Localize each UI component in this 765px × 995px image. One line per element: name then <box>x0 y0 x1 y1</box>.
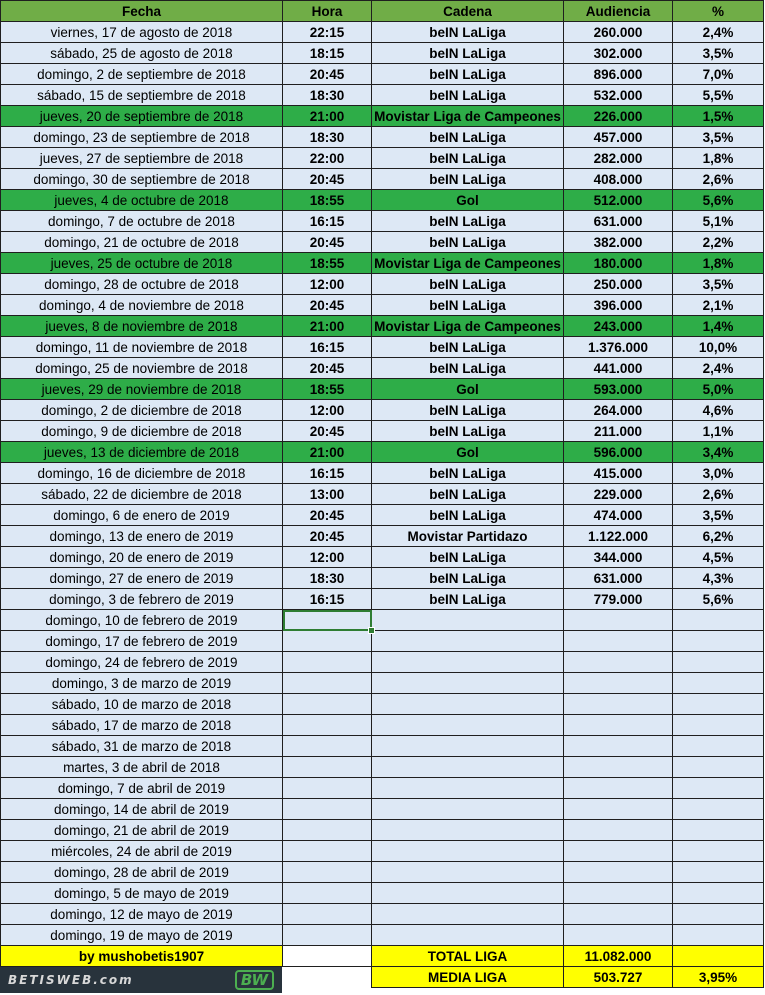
audiencia-cell[interactable] <box>564 925 673 946</box>
fecha-cell[interactable]: domingo, 6 de enero de 2019 <box>1 505 283 526</box>
cadena-cell[interactable]: beIN LaLiga <box>372 232 564 253</box>
selection-fill-handle[interactable] <box>368 627 375 634</box>
media-label[interactable]: MEDIA LIGA <box>372 967 564 988</box>
fecha-cell[interactable]: domingo, 4 de noviembre de 2018 <box>1 295 283 316</box>
total-row <box>1 946 764 967</box>
table-row <box>1 820 764 841</box>
audiencia-cell[interactable]: 180.000 <box>564 253 673 274</box>
fecha-cell[interactable]: miércoles, 24 de abril de 2019 <box>1 841 283 862</box>
cadena-cell[interactable]: Movistar Partidazo <box>372 526 564 547</box>
pct-cell[interactable] <box>673 736 764 757</box>
hora-cell[interactable]: 12:00 <box>283 274 372 295</box>
pct-cell[interactable] <box>673 799 764 820</box>
hora-cell[interactable] <box>283 799 372 820</box>
audiencia-cell[interactable]: 1.376.000 <box>564 337 673 358</box>
fecha-cell[interactable]: domingo, 7 de abril de 2019 <box>1 778 283 799</box>
audiencia-cell[interactable] <box>564 841 673 862</box>
watermark-text: BETISWEB.com <box>8 972 134 987</box>
cadena-cell[interactable] <box>372 652 564 673</box>
fecha-cell[interactable]: jueves, 4 de octubre de 2018 <box>1 190 283 211</box>
hora-cell[interactable] <box>283 862 372 883</box>
pct-cell[interactable]: 6,2% <box>673 526 764 547</box>
selected-cell[interactable] <box>283 610 372 631</box>
cadena-cell[interactable]: beIN LaLiga <box>372 547 564 568</box>
audiencia-cell[interactable] <box>564 652 673 673</box>
audiencia-cell[interactable]: 229.000 <box>564 484 673 505</box>
pct-cell[interactable] <box>673 673 764 694</box>
cadena-cell[interactable] <box>372 925 564 946</box>
pct-cell[interactable]: 1,8% <box>673 253 764 274</box>
cadena-cell[interactable]: Movistar Liga de Campeones <box>372 253 564 274</box>
fecha-cell[interactable]: domingo, 19 de mayo de 2019 <box>1 925 283 946</box>
pct-cell[interactable] <box>673 610 764 631</box>
audiencia-cell[interactable] <box>564 673 673 694</box>
table-row <box>1 610 764 631</box>
table-row <box>1 358 764 379</box>
hora-cell[interactable]: 20:45 <box>283 526 372 547</box>
pct-cell[interactable]: 4,6% <box>673 400 764 421</box>
fecha-cell[interactable]: sábado, 17 de marzo de 2018 <box>1 715 283 736</box>
table-row <box>1 232 764 253</box>
cadena-cell[interactable] <box>372 778 564 799</box>
pct-cell[interactable]: 3,5% <box>673 505 764 526</box>
fecha-cell[interactable]: domingo, 10 de febrero de 2019 <box>1 610 283 631</box>
fecha-cell[interactable]: domingo, 16 de diciembre de 2018 <box>1 463 283 484</box>
fecha-cell[interactable]: domingo, 13 de enero de 2019 <box>1 526 283 547</box>
table-row <box>1 715 764 736</box>
cadena-cell[interactable]: beIN LaLiga <box>372 337 564 358</box>
audiencia-cell[interactable]: 631.000 <box>564 568 673 589</box>
table-row <box>1 379 764 400</box>
audiencia-cell[interactable]: 211.000 <box>564 421 673 442</box>
cadena-cell[interactable] <box>372 673 564 694</box>
pct-cell[interactable]: 2,1% <box>673 295 764 316</box>
audiencia-cell[interactable] <box>564 904 673 925</box>
fecha-cell[interactable]: domingo, 28 de abril de 2019 <box>1 862 283 883</box>
hora-cell[interactable]: 18:55 <box>283 379 372 400</box>
table-row <box>1 190 764 211</box>
audiencia-cell[interactable]: 260.000 <box>564 22 673 43</box>
fecha-cell[interactable]: domingo, 11 de noviembre de 2018 <box>1 337 283 358</box>
hora-cell[interactable] <box>283 925 372 946</box>
fecha-cell[interactable]: domingo, 14 de abril de 2019 <box>1 799 283 820</box>
hora-cell[interactable]: 21:00 <box>283 316 372 337</box>
audiencia-cell[interactable]: 474.000 <box>564 505 673 526</box>
pct-cell[interactable]: 2,6% <box>673 484 764 505</box>
table-row <box>1 337 764 358</box>
table-body <box>1 22 764 946</box>
pct-cell[interactable]: 3,5% <box>673 127 764 148</box>
table-row <box>1 652 764 673</box>
hora-cell[interactable]: 22:00 <box>283 148 372 169</box>
hora-cell[interactable]: 20:45 <box>283 169 372 190</box>
table-row <box>1 22 764 43</box>
cadena-cell[interactable]: beIN LaLiga <box>372 211 564 232</box>
fecha-cell[interactable]: jueves, 20 de septiembre de 2018 <box>1 106 283 127</box>
pct-cell[interactable]: 4,3% <box>673 568 764 589</box>
hora-cell[interactable] <box>283 904 372 925</box>
table-row <box>1 442 764 463</box>
fecha-cell[interactable]: jueves, 8 de noviembre de 2018 <box>1 316 283 337</box>
audiencia-cell[interactable]: 302.000 <box>564 43 673 64</box>
hora-cell[interactable]: 22:15 <box>283 22 372 43</box>
pct-cell[interactable] <box>673 862 764 883</box>
audiencia-cell[interactable]: 593.000 <box>564 379 673 400</box>
fecha-cell[interactable]: domingo, 28 de octubre de 2018 <box>1 274 283 295</box>
pct-cell[interactable]: 3,5% <box>673 43 764 64</box>
total-pct-cell[interactable] <box>673 946 764 967</box>
media-pct[interactable]: 3,95% <box>673 967 764 988</box>
cadena-cell[interactable]: beIN LaLiga <box>372 295 564 316</box>
cadena-cell[interactable] <box>372 904 564 925</box>
audiencia-cell[interactable] <box>564 736 673 757</box>
hora-cell[interactable] <box>283 778 372 799</box>
table-row <box>1 421 764 442</box>
cadena-cell[interactable]: Gol <box>372 379 564 400</box>
empty-cell[interactable] <box>283 946 372 967</box>
fecha-cell[interactable]: domingo, 23 de septiembre de 2018 <box>1 127 283 148</box>
fecha-cell[interactable]: domingo, 21 de abril de 2019 <box>1 820 283 841</box>
hora-cell[interactable]: 16:15 <box>283 211 372 232</box>
table-row <box>1 547 764 568</box>
cadena-cell[interactable]: beIN LaLiga <box>372 64 564 85</box>
pct-cell[interactable] <box>673 631 764 652</box>
hora-cell[interactable]: 12:00 <box>283 400 372 421</box>
fecha-cell[interactable]: sábado, 22 de diciembre de 2018 <box>1 484 283 505</box>
audiencia-cell[interactable]: 344.000 <box>564 547 673 568</box>
hora-cell[interactable]: 21:00 <box>283 106 372 127</box>
cadena-cell[interactable]: beIN LaLiga <box>372 589 564 610</box>
pct-cell[interactable]: 2,2% <box>673 232 764 253</box>
cadena-cell[interactable]: beIN LaLiga <box>372 400 564 421</box>
author-cell[interactable]: by mushobetis1907 <box>1 946 283 967</box>
header-cadena[interactable]: Cadena <box>372 1 564 22</box>
hora-cell[interactable] <box>283 757 372 778</box>
hora-cell[interactable] <box>283 673 372 694</box>
audiencia-cell[interactable] <box>564 715 673 736</box>
cadena-cell[interactable]: beIN LaLiga <box>372 505 564 526</box>
table-row <box>1 43 764 64</box>
cadena-cell[interactable] <box>372 610 564 631</box>
cadena-cell[interactable] <box>372 715 564 736</box>
table-row <box>1 85 764 106</box>
cadena-cell[interactable]: Gol <box>372 190 564 211</box>
table-row <box>1 631 764 652</box>
table-row <box>1 925 764 946</box>
table-row <box>1 526 764 547</box>
audiencia-cell[interactable] <box>564 862 673 883</box>
cadena-cell[interactable]: beIN LaLiga <box>372 127 564 148</box>
table-row <box>1 799 764 820</box>
cadena-cell[interactable] <box>372 757 564 778</box>
audiencia-cell[interactable]: 896.000 <box>564 64 673 85</box>
pct-cell[interactable]: 5,6% <box>673 589 764 610</box>
fecha-cell[interactable]: jueves, 27 de septiembre de 2018 <box>1 148 283 169</box>
pct-cell[interactable] <box>673 694 764 715</box>
hora-cell[interactable]: 20:45 <box>283 358 372 379</box>
audiencia-cell[interactable] <box>564 799 673 820</box>
table-row <box>1 589 764 610</box>
pct-cell[interactable] <box>673 778 764 799</box>
audiencia-cell[interactable]: 408.000 <box>564 169 673 190</box>
watermark-logo-icon: BW <box>235 970 274 990</box>
hora-cell[interactable]: 18:55 <box>283 190 372 211</box>
fecha-cell[interactable]: domingo, 12 de mayo de 2019 <box>1 904 283 925</box>
fecha-cell[interactable]: domingo, 9 de diciembre de 2018 <box>1 421 283 442</box>
pct-cell[interactable]: 3,5% <box>673 274 764 295</box>
total-label[interactable]: TOTAL LIGA <box>372 946 564 967</box>
cadena-cell[interactable]: beIN LaLiga <box>372 274 564 295</box>
cadena-cell[interactable] <box>372 694 564 715</box>
fecha-cell[interactable]: domingo, 21 de octubre de 2018 <box>1 232 283 253</box>
fecha-cell[interactable]: domingo, 17 de febrero de 2019 <box>1 631 283 652</box>
hora-cell[interactable] <box>283 736 372 757</box>
pct-cell[interactable] <box>673 925 764 946</box>
table-row <box>1 127 764 148</box>
cadena-cell[interactable]: beIN LaLiga <box>372 484 564 505</box>
fecha-cell[interactable]: jueves, 25 de octubre de 2018 <box>1 253 283 274</box>
pct-cell[interactable]: 1,1% <box>673 421 764 442</box>
table-row <box>1 883 764 904</box>
hora-cell[interactable] <box>283 820 372 841</box>
fecha-cell[interactable]: martes, 3 de abril de 2018 <box>1 757 283 778</box>
cadena-cell[interactable] <box>372 841 564 862</box>
pct-cell[interactable]: 3,4% <box>673 442 764 463</box>
fecha-cell[interactable]: sábado, 10 de marzo de 2018 <box>1 694 283 715</box>
audiencia-cell[interactable]: 382.000 <box>564 232 673 253</box>
pct-cell[interactable] <box>673 652 764 673</box>
audiencia-cell[interactable]: 250.000 <box>564 274 673 295</box>
table-row <box>1 169 764 190</box>
audiencia-cell[interactable]: 226.000 <box>564 106 673 127</box>
audiencia-cell[interactable]: 264.000 <box>564 400 673 421</box>
pct-cell[interactable]: 10,0% <box>673 337 764 358</box>
pct-cell[interactable]: 4,5% <box>673 547 764 568</box>
table-row <box>1 904 764 925</box>
fecha-cell[interactable]: jueves, 13 de diciembre de 2018 <box>1 442 283 463</box>
audiencia-cell[interactable]: 243.000 <box>564 316 673 337</box>
cadena-cell[interactable]: beIN LaLiga <box>372 568 564 589</box>
pct-cell[interactable]: 7,0% <box>673 64 764 85</box>
fecha-cell[interactable]: domingo, 3 de marzo de 2019 <box>1 673 283 694</box>
table-row <box>1 211 764 232</box>
audiencia-cell[interactable]: 457.000 <box>564 127 673 148</box>
hora-cell[interactable]: 16:15 <box>283 337 372 358</box>
fecha-cell[interactable]: jueves, 29 de noviembre de 2018 <box>1 379 283 400</box>
cadena-cell[interactable]: beIN LaLiga <box>372 358 564 379</box>
total-value[interactable]: 11.082.000 <box>564 946 673 967</box>
hora-cell[interactable]: 18:30 <box>283 85 372 106</box>
table-row <box>1 841 764 862</box>
table-row <box>1 253 764 274</box>
audiencia-cell[interactable] <box>564 883 673 904</box>
table-row <box>1 757 764 778</box>
pct-cell[interactable] <box>673 904 764 925</box>
header-pct[interactable]: % <box>673 1 764 22</box>
hora-cell[interactable]: 20:45 <box>283 421 372 442</box>
table-row <box>1 400 764 421</box>
hora-cell[interactable]: 16:15 <box>283 463 372 484</box>
table-row <box>1 505 764 526</box>
hora-cell[interactable] <box>283 694 372 715</box>
cadena-cell[interactable] <box>372 736 564 757</box>
media-value[interactable]: 503.727 <box>564 967 673 988</box>
cadena-cell[interactable]: beIN LaLiga <box>372 43 564 64</box>
cadena-cell[interactable]: beIN LaLiga <box>372 22 564 43</box>
fecha-cell[interactable]: domingo, 3 de febrero de 2019 <box>1 589 283 610</box>
table-row <box>1 673 764 694</box>
audiencia-cell[interactable] <box>564 610 673 631</box>
pct-cell[interactable] <box>673 757 764 778</box>
audiencia-cell[interactable]: 779.000 <box>564 589 673 610</box>
fecha-cell[interactable]: sábado, 25 de agosto de 2018 <box>1 43 283 64</box>
table-row <box>1 64 764 85</box>
table-row <box>1 106 764 127</box>
audiencia-cell[interactable]: 631.000 <box>564 211 673 232</box>
pct-cell[interactable]: 1,5% <box>673 106 764 127</box>
fecha-cell[interactable]: domingo, 2 de diciembre de 2018 <box>1 400 283 421</box>
cadena-cell[interactable]: beIN LaLiga <box>372 169 564 190</box>
hora-cell[interactable] <box>283 841 372 862</box>
hora-cell[interactable]: 18:55 <box>283 253 372 274</box>
audiencia-cell[interactable]: 441.000 <box>564 358 673 379</box>
pct-cell[interactable]: 1,8% <box>673 148 764 169</box>
cadena-cell[interactable]: Movistar Liga de Campeones <box>372 106 564 127</box>
hora-cell[interactable]: 20:45 <box>283 64 372 85</box>
fecha-cell[interactable]: domingo, 2 de septiembre de 2018 <box>1 64 283 85</box>
table-row <box>1 694 764 715</box>
pct-cell[interactable]: 1,4% <box>673 316 764 337</box>
table-row <box>1 778 764 799</box>
hora-cell[interactable]: 18:30 <box>283 568 372 589</box>
fecha-cell[interactable]: domingo, 25 de noviembre de 2018 <box>1 358 283 379</box>
cadena-cell[interactable] <box>372 883 564 904</box>
hora-cell[interactable]: 20:45 <box>283 505 372 526</box>
audiencia-cell[interactable]: 1.122.000 <box>564 526 673 547</box>
audiencia-cell[interactable]: 415.000 <box>564 463 673 484</box>
audiencia-cell[interactable]: 396.000 <box>564 295 673 316</box>
fecha-cell[interactable]: domingo, 30 de septiembre de 2018 <box>1 169 283 190</box>
hora-cell[interactable]: 20:45 <box>283 295 372 316</box>
pct-cell[interactable]: 2,4% <box>673 358 764 379</box>
cadena-cell[interactable]: Gol <box>372 442 564 463</box>
cadena-cell[interactable] <box>372 862 564 883</box>
hora-cell[interactable]: 12:00 <box>283 547 372 568</box>
pct-cell[interactable]: 2,6% <box>673 169 764 190</box>
cadena-cell[interactable] <box>372 631 564 652</box>
cadena-cell[interactable] <box>372 799 564 820</box>
audiencia-cell[interactable] <box>564 694 673 715</box>
cadena-cell[interactable] <box>372 820 564 841</box>
pct-cell[interactable]: 5,6% <box>673 190 764 211</box>
audiencia-cell[interactable] <box>564 820 673 841</box>
audiencia-cell[interactable] <box>564 757 673 778</box>
hora-cell[interactable] <box>283 883 372 904</box>
table-row <box>1 274 764 295</box>
table-row <box>1 568 764 589</box>
fecha-cell[interactable]: domingo, 5 de mayo de 2019 <box>1 883 283 904</box>
table-row <box>1 463 764 484</box>
audiencia-cell[interactable] <box>564 631 673 652</box>
audiencia-cell[interactable]: 282.000 <box>564 148 673 169</box>
hora-cell[interactable]: 16:15 <box>283 589 372 610</box>
cadena-cell[interactable]: beIN LaLiga <box>372 421 564 442</box>
hora-cell[interactable]: 21:00 <box>283 442 372 463</box>
cadena-cell[interactable]: beIN LaLiga <box>372 85 564 106</box>
table-row <box>1 736 764 757</box>
pct-cell[interactable]: 5,5% <box>673 85 764 106</box>
watermark-banner <box>0 967 282 993</box>
cadena-cell[interactable]: Movistar Liga de Campeones <box>372 316 564 337</box>
pct-cell[interactable] <box>673 715 764 736</box>
table-row <box>1 316 764 337</box>
pct-cell[interactable] <box>673 820 764 841</box>
pct-cell[interactable] <box>673 841 764 862</box>
fecha-cell[interactable]: viernes, 17 de agosto de 2018 <box>1 22 283 43</box>
hora-cell[interactable] <box>283 715 372 736</box>
hora-cell[interactable]: 18:30 <box>283 127 372 148</box>
empty-slot <box>283 967 372 988</box>
fecha-cell[interactable]: domingo, 27 de enero de 2019 <box>1 568 283 589</box>
fecha-cell[interactable]: domingo, 24 de febrero de 2019 <box>1 652 283 673</box>
header-row <box>1 1 764 22</box>
pct-cell[interactable] <box>673 883 764 904</box>
fecha-cell[interactable]: domingo, 20 de enero de 2019 <box>1 547 283 568</box>
table-row <box>1 484 764 505</box>
fecha-cell[interactable]: sábado, 15 de septiembre de 2018 <box>1 85 283 106</box>
cadena-cell[interactable]: beIN LaLiga <box>372 463 564 484</box>
hora-cell[interactable]: 20:45 <box>283 232 372 253</box>
audiencia-cell[interactable] <box>564 778 673 799</box>
cadena-cell[interactable]: beIN LaLiga <box>372 148 564 169</box>
header-hora[interactable]: Hora <box>283 1 372 22</box>
hora-cell[interactable]: 18:15 <box>283 43 372 64</box>
audiencia-cell[interactable]: 512.000 <box>564 190 673 211</box>
fecha-cell[interactable]: sábado, 31 de marzo de 2018 <box>1 736 283 757</box>
hora-cell[interactable]: 13:00 <box>283 484 372 505</box>
hora-cell[interactable] <box>283 631 372 652</box>
table-row <box>1 148 764 169</box>
header-fecha[interactable]: Fecha <box>1 1 283 22</box>
pct-cell[interactable]: 3,0% <box>673 463 764 484</box>
table-row <box>1 295 764 316</box>
header-audiencia[interactable]: Audiencia <box>564 1 673 22</box>
audiencia-cell[interactable]: 532.000 <box>564 85 673 106</box>
table-row <box>1 862 764 883</box>
pct-cell[interactable]: 5,1% <box>673 211 764 232</box>
fecha-cell[interactable]: domingo, 7 de octubre de 2018 <box>1 211 283 232</box>
audiencia-cell[interactable]: 596.000 <box>564 442 673 463</box>
pct-cell[interactable]: 2,4% <box>673 22 764 43</box>
hora-cell[interactable] <box>283 652 372 673</box>
pct-cell[interactable]: 5,0% <box>673 379 764 400</box>
